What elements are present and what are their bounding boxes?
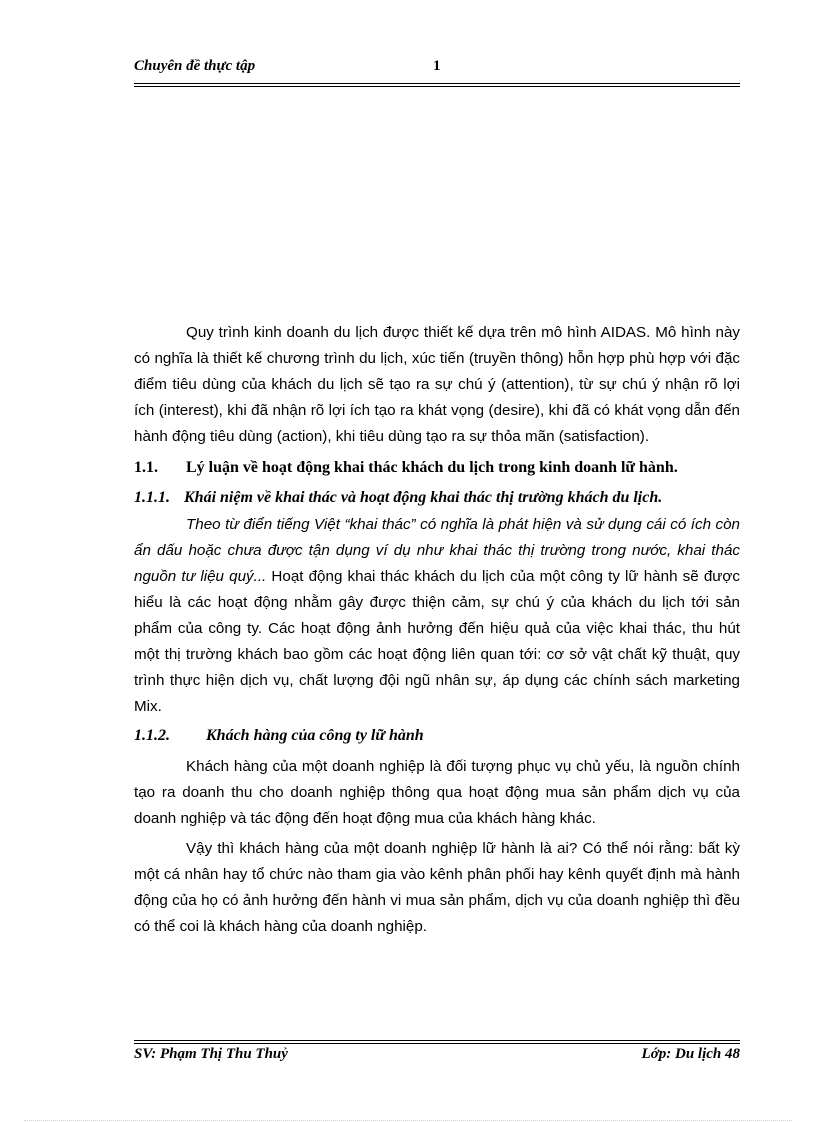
footer-class: Lớp: Du lịch 48 (641, 1046, 740, 1062)
footer-rule (134, 1040, 740, 1044)
section-title: Khái niệm về khai thác và hoạt động khai thác thị trường khách du lịch. (184, 489, 663, 506)
header-title: Chuyên đề thực tập (134, 58, 256, 74)
section-number: 1.1.2. (134, 727, 170, 744)
customer-paragraph-1: Khách hàng của một doanh nghiệp là đối tượng phục vụ chủ yếu, là nguồn chính tạo ra doanh thu cho doanh nghiệp thông qua hoạt động mua sản phẩm dịch vụ của doanh nghiệp và tác động đến hoạt động mua của khách hàng khác. (134, 758, 740, 827)
definition-text: Hoạt động khai thác khách du lịch của một công ty lữ hành sẽ được hiểu là các hoạt động nhằm gây được thiện cảm, sự chú ý của khách du lịch tới sản phẩm của công ty. Các hoạt động ảnh hưởng đến hiệu quả của việc khai thác, thu hút một thị trường khách bao gồm các hoạt động liên quan tới: cơ sở vật chất kỹ thuật, quy trình thực hiện dịch vụ, chất lượng đội ngũ nhân sự, áp dụng các chính sách marketing Mix. (134, 568, 740, 715)
header-rule (134, 83, 740, 87)
section-number: 1.1. (134, 459, 158, 476)
page-number: 1 (433, 58, 441, 74)
page-edge-divider (24, 1120, 792, 1121)
customer-paragraph-2: Vậy thì khách hàng của một doanh nghiệp lữ hành là ai? Có thể nói rằng: bất kỳ một cá nhân hay tổ chức nào tham gia vào kênh phân phối hay kênh quyết định mà hành động của họ có ảnh hưởng đến hành vi mua sản phẩm, dịch vụ của doanh nghiệp thì đều có thể coi là khách hàng của doanh nghiệp. (134, 840, 740, 935)
section-number: 1.1.1. (134, 489, 170, 506)
definition-paragraph (134, 512, 740, 720)
page-footer (134, 1046, 740, 1068)
section-heading-1-1-1 (134, 484, 740, 512)
section-title: Khách hàng của công ty lữ hành (206, 727, 424, 744)
definition-quote: Theo từ điển tiếng Việt “khai thác” có nghĩa là phát hiện và sử dụng cái có ích còn ẩn dấu hoặc chưa được tận dụng ví dụ như khai thác thị trường trong nước, khai thác nguồn tư liệu quý... (134, 516, 740, 585)
section-heading-1-1-2 (134, 722, 740, 750)
page-header (134, 58, 740, 80)
intro-paragraph: Quy trình kinh doanh du lịch được thiết kế dựa trên mô hình AIDAS. Mô hình này có nghĩa là thiết kế chương trình du lịch, xúc tiến (truyền thông) hỗn hợp phù hợp với đặc điểm tiêu dùng của khách du lịch sẽ tạo ra sự chú ý (attention), từ sự chú ý nhận rõ lợi ích (interest), khi đã nhận rõ lợi ích tạo ra khát vọng (desire), khi đã có khát vọng dẫn đến hành động tiêu dùng (action), khi tiêu dùng tạo ra sự thỏa mãn (satisfaction). (134, 324, 740, 445)
document-body (134, 320, 740, 940)
section-title: Lý luận về hoạt động khai thác khách du lịch trong kinh doanh lữ hành. (186, 459, 678, 476)
footer-student: SV: Phạm Thị Thu Thuỷ (134, 1046, 288, 1062)
section-heading-1-1 (134, 454, 740, 482)
